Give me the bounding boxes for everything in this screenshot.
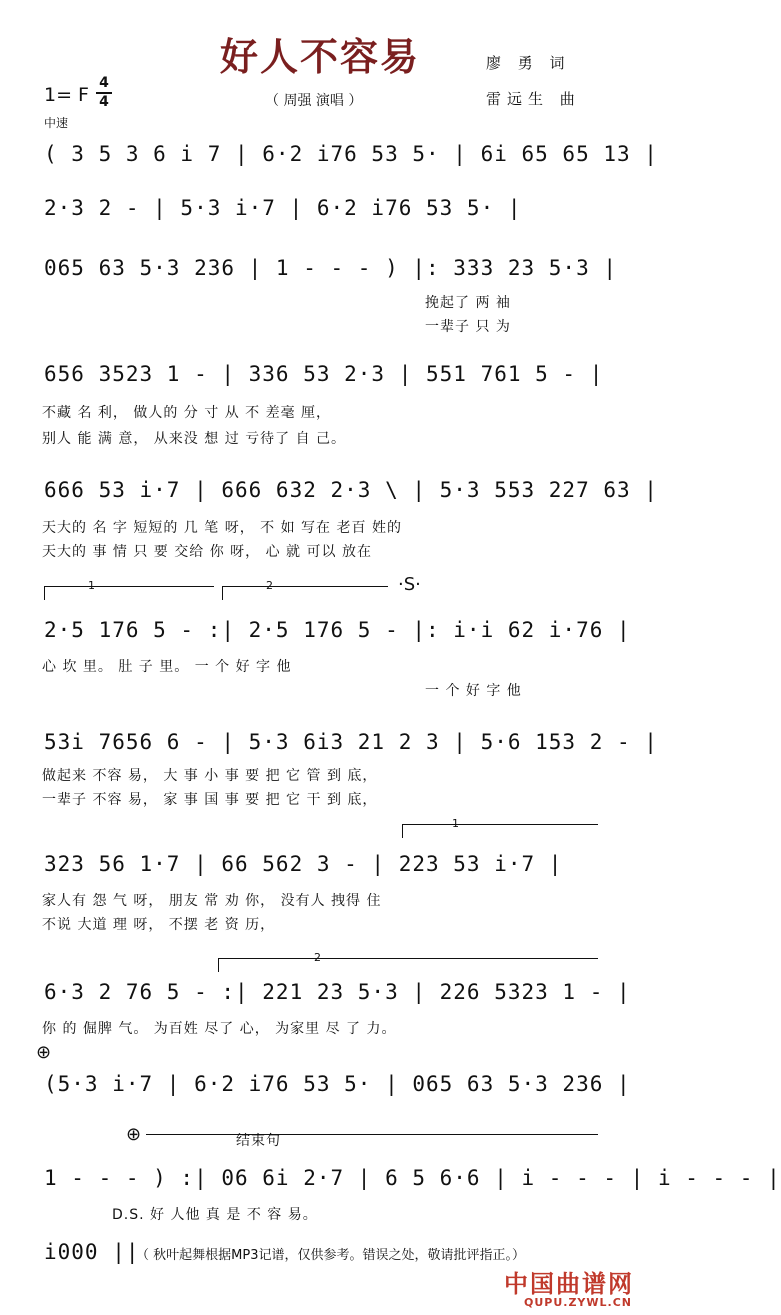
score-line-1: ( 3 5 3 6 i 7 | 6·2 i76 53 5· | 6i 65 65 13 | (44, 142, 658, 166)
volta-2b-label: 2 (314, 951, 321, 964)
time-signature-bottom: 4 (99, 94, 109, 110)
song-title: 好人不容易 (219, 35, 420, 79)
volta-bracket-2b (218, 958, 598, 959)
score-line-5: 666 53 i·7 | 666 632 2·3 \ | 5·3 553 227 63 | (44, 478, 658, 502)
lyric-line: 挽起了 两 袖 (425, 295, 511, 311)
lyric-line: 天大的 事 情 只 要 交给 你 呀， 心 就 可以 放在 (42, 544, 372, 560)
transcriber-note: （ 秋叶起舞根据MP3记谱，仅供参考。错误之处，敬请批评指正。） (136, 1248, 525, 1263)
ending-bracket (146, 1134, 598, 1135)
watermark-site-url: QUPU.ZYWL.CN (524, 1296, 632, 1309)
score-line-7: 53i 7656 6 - | 5·3 6i3 21 2 3 | 5·6 153 2 - | (44, 730, 658, 754)
volta-1b-label: 1 (452, 817, 459, 830)
lyric-line: 别人 能 满 意， 从来没 想 过 亏待了 自 己。 (42, 431, 347, 447)
key-signature: 1= F (44, 84, 89, 106)
score-line-6: 2·5 176 5 - :| 2·5 176 5 - |: i·i 62 i·76 | (44, 618, 631, 642)
singer-credit: （ 周强 演唱 ） (265, 93, 363, 109)
lyric-line: 心 坎 里。 肚 子 里。 一 个 好 字 他 (42, 659, 292, 675)
volta-bracket-2 (222, 586, 388, 587)
lyric-line: 做起来 不容 易， 大 事 小 事 要 把 它 管 到 底， (42, 768, 378, 784)
watermark-site-name: 中国曲谱网 (504, 1269, 634, 1298)
score-line-8: 323 56 1·7 | 66 562 3 - | 223 53 i·7 | (44, 852, 563, 876)
lyric-line: 一 个 好 字 他 (425, 683, 522, 699)
coda-mark-2: ⊕ (126, 1124, 142, 1145)
time-signature-top: 4 (99, 75, 109, 91)
score-line-4: 656 3523 1 - | 336 53 2·3 | 551 761 5 - | (44, 362, 604, 386)
time-signature (96, 76, 112, 110)
tempo-marking: 中速 (44, 116, 69, 130)
score-line-12: i000 || (44, 1240, 140, 1264)
lyric-line: 天大的 名 字 短短的 几 笔 呀， 不 如 写在 老百 姓的 (42, 520, 402, 536)
segno-mark: ·S· (398, 574, 421, 595)
volta-2-label: 2 (266, 579, 273, 592)
lyric-line: D.S. 好 人他 真 是 不 容 易。 (112, 1207, 318, 1223)
coda-mark: ⊕ (36, 1042, 52, 1063)
score-line-10: (5·3 i·7 | 6·2 i76 53 5· | 065 63 5·3 236 | (44, 1072, 631, 1096)
lyric-line: 不藏 名 利， 做人的 分 寸 从 不 差毫 厘， (42, 405, 332, 421)
ending-label: 结束句 (236, 1133, 281, 1149)
volta-1-label: 1 (88, 579, 95, 592)
lyric-line: 你 的 倔脾 气。 为百姓 尽了 心， 为家里 尽 了 力。 (42, 1021, 397, 1037)
lyric-line: 一辈子 只 为 (425, 319, 511, 335)
lyric-line: 一辈子 不容 易， 家 事 国 事 要 把 它 干 到 底， (42, 792, 378, 808)
score-line-3: 065 63 5·3 236 | 1 - - - ) |: 333 23 5·3 | (44, 256, 618, 280)
lyricist-credit: 廖 勇 词 (486, 54, 571, 72)
lyric-line: 家人有 怨 气 呀， 朋友 常 劝 你， 没有人 拽得 住 (42, 893, 382, 909)
volta-bracket-1 (44, 586, 214, 587)
composer-credit: 雷远生 曲 (486, 90, 581, 108)
score-line-2: 2·3 2 - | 5·3 i·7 | 6·2 i76 53 5· | (44, 196, 522, 220)
score-line-11: 1 - - - ) :| 06 6i 2·7 | 6 5 6·6 | i - - - | i - - - | (44, 1166, 781, 1190)
score-line-9: 6·3 2 76 5 - :| 221 23 5·3 | 226 5323 1 - | (44, 980, 631, 1004)
volta-bracket-1b (402, 824, 598, 825)
lyric-line: 不说 大道 理 呀， 不摆 老 资 历， (42, 917, 276, 933)
